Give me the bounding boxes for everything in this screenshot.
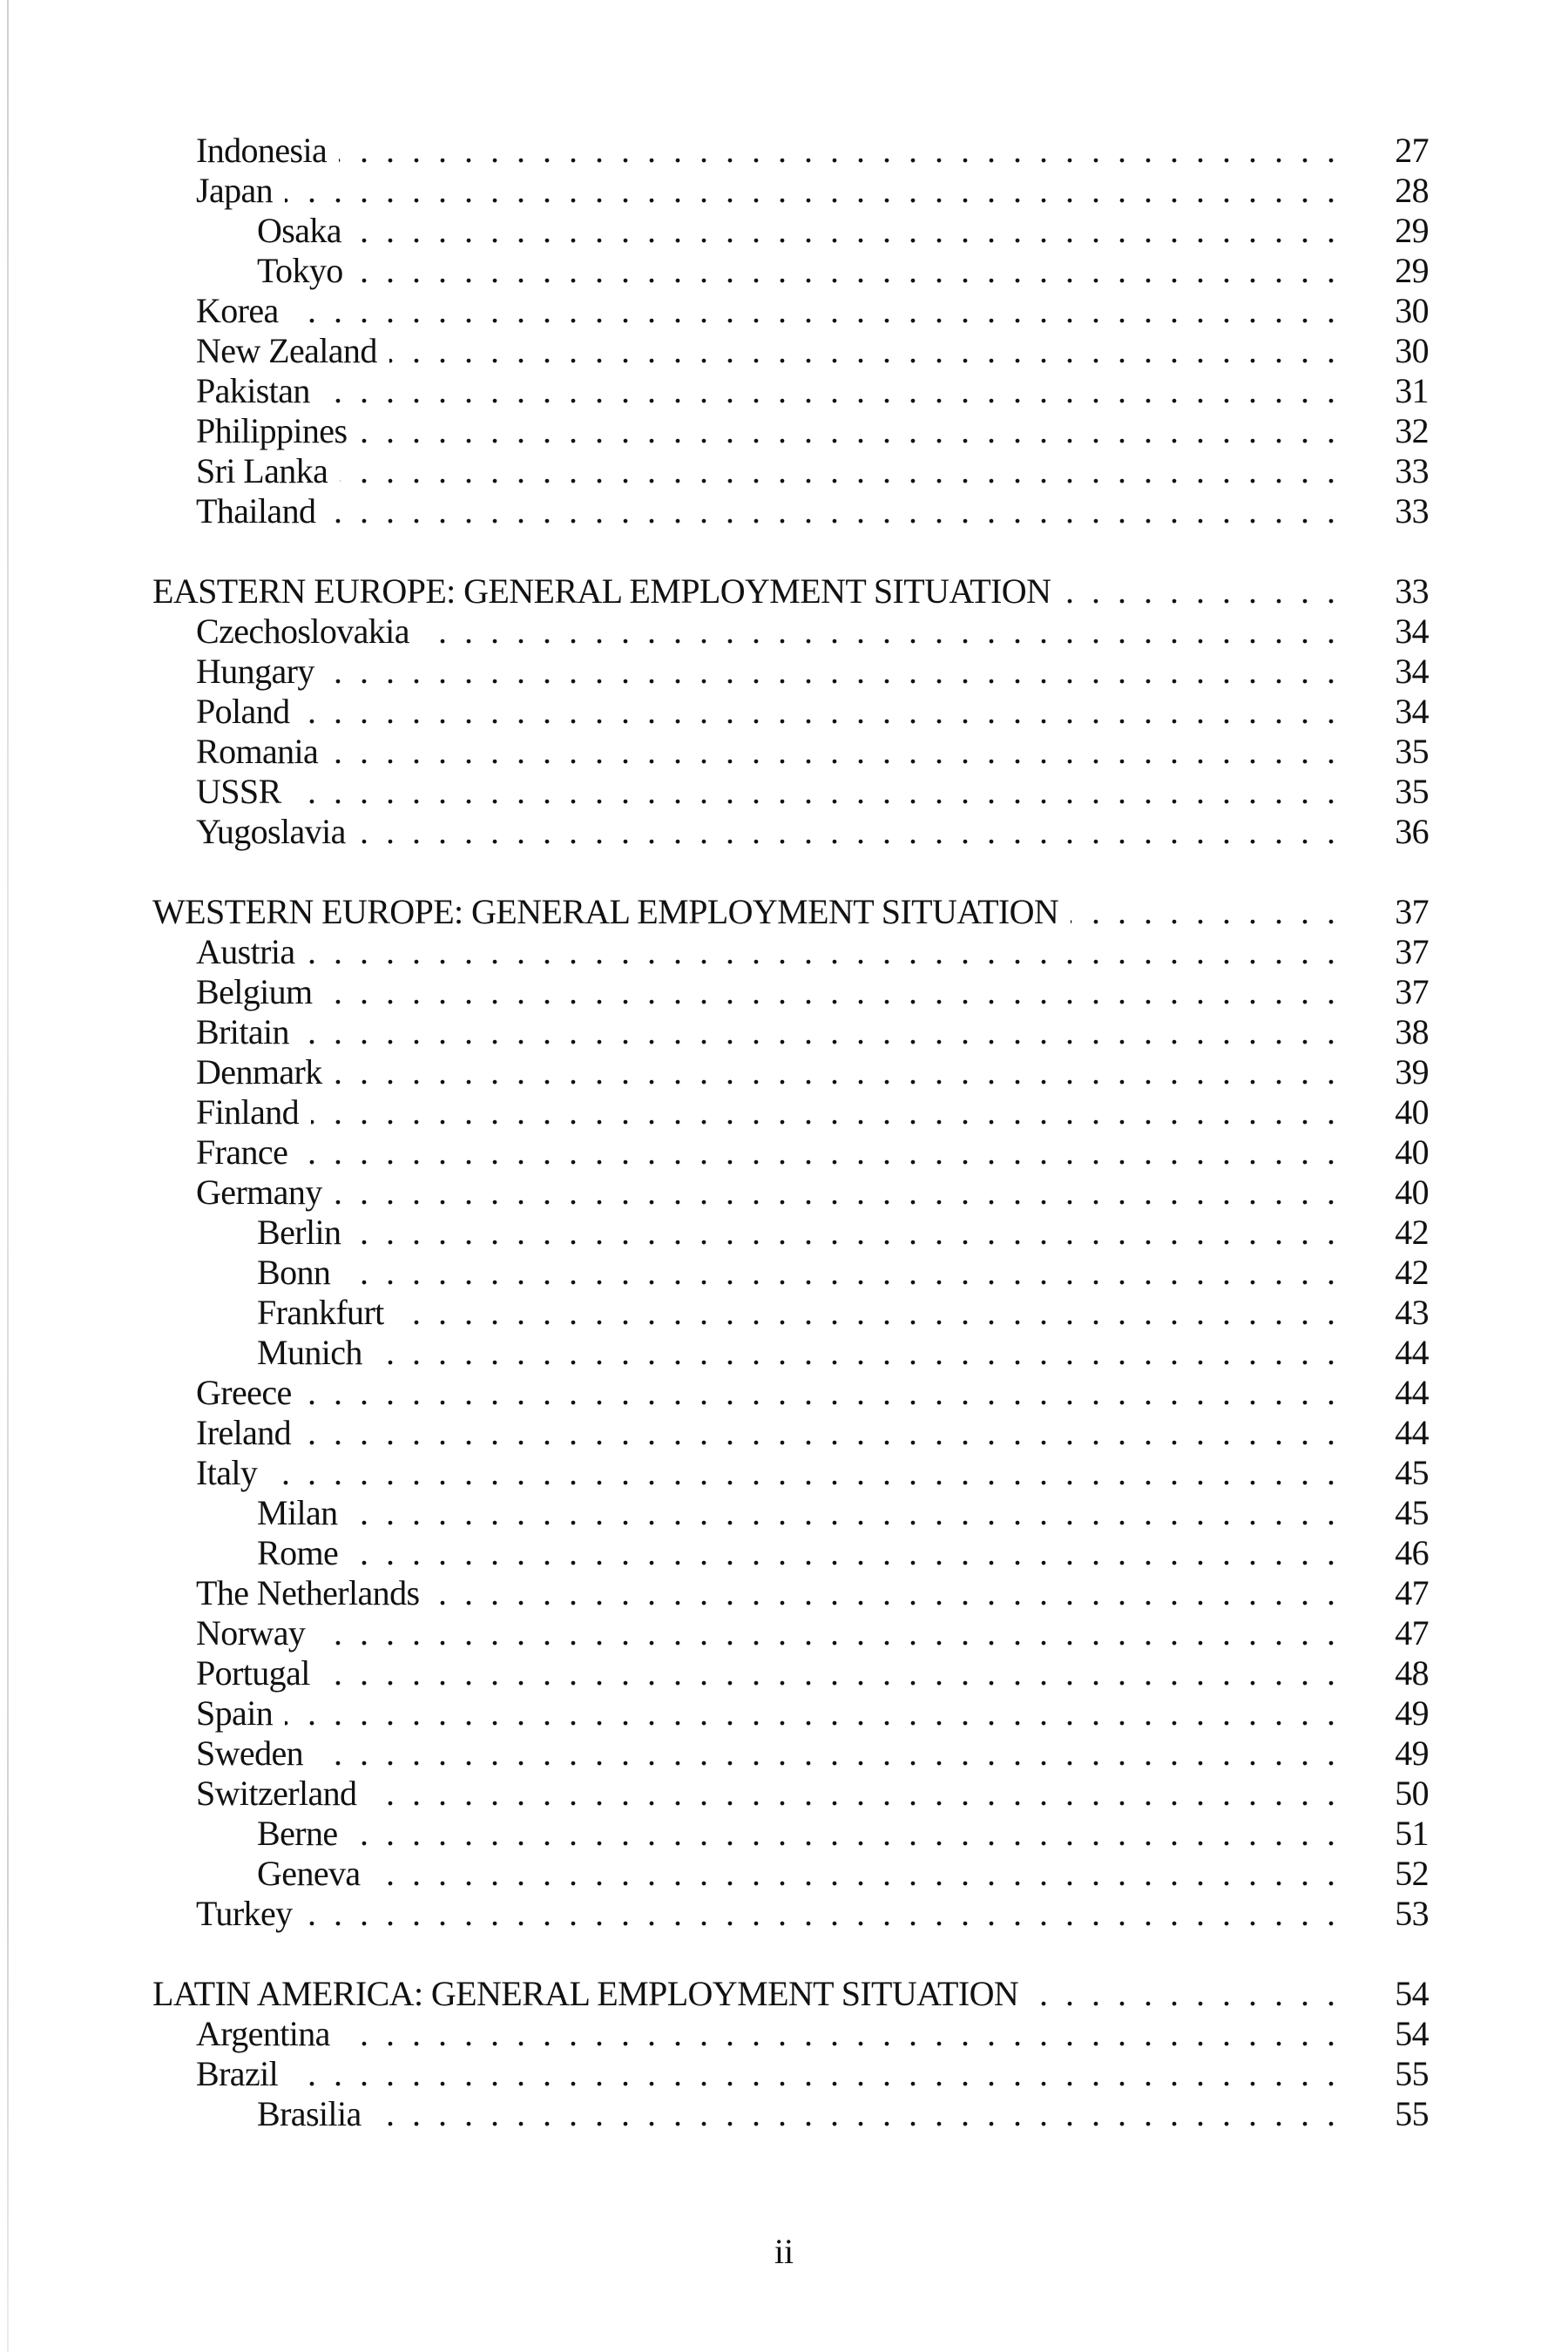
toc-entry-title: Rome (257, 1533, 350, 1572)
toc-entry-title: Munich (257, 1333, 375, 1372)
toc-entry-page: 44 (1395, 1333, 1429, 1372)
toc-entry-page: 45 (1395, 1453, 1429, 1492)
toc-country-entry (0, 812, 1568, 852)
toc-entry-title: New Zealand (196, 331, 389, 370)
toc-entry-title: Germany (196, 1173, 335, 1212)
toc-entry-title: Tokyo (257, 251, 355, 290)
toc-title-leader (196, 371, 1340, 411)
toc-title-leader (257, 2094, 1340, 2134)
toc-country-entry (0, 1413, 1568, 1453)
toc-city-entry (0, 1493, 1568, 1533)
toc-country-entry (0, 972, 1568, 1012)
toc-entry-page: 54 (1395, 2014, 1429, 2053)
toc-entry-title: Thailand (196, 491, 328, 531)
toc-title-leader (257, 211, 1340, 251)
toc-entry-title: Switzerland (196, 1774, 368, 1813)
toc-country-entry (0, 1774, 1568, 1814)
toc-entry-title: LATIN AMERICA: GENERAL EMPLOYMENT SITUATION (152, 1974, 1031, 2013)
toc-entry-title: Britain (196, 1012, 301, 1051)
toc-title-leader (196, 1453, 1340, 1493)
toc-entry-page: 30 (1395, 291, 1429, 330)
toc-title-leader (196, 131, 1340, 171)
toc-entry-title: France (196, 1132, 300, 1172)
toc-entry-page: 49 (1395, 1734, 1429, 1773)
toc-title-leader (257, 1493, 1340, 1533)
toc-title-leader (196, 652, 1340, 692)
toc-title-leader (257, 1213, 1340, 1253)
toc-country-entry (0, 1092, 1568, 1132)
toc-country-entry (0, 1453, 1568, 1493)
toc-entry-page: 27 (1395, 131, 1429, 170)
toc-title-leader (196, 1413, 1340, 1453)
toc-title-leader (196, 932, 1340, 972)
toc-title-leader (257, 1293, 1340, 1333)
toc-title-leader (196, 1092, 1340, 1132)
toc-title-leader (257, 251, 1340, 291)
toc-entry-title: Austria (196, 932, 308, 971)
toc-entry-page: 29 (1395, 251, 1429, 290)
toc-title-leader (196, 1774, 1340, 1814)
toc-entry-page: 29 (1395, 211, 1429, 250)
toc-title-leader (257, 1533, 1340, 1573)
toc-entry-title: Turkey (196, 1894, 305, 1933)
toc-title-leader (196, 331, 1340, 371)
toc-country-entry (0, 692, 1568, 732)
toc-country-entry (0, 612, 1568, 652)
toc-country-entry (0, 1373, 1568, 1413)
page-number: ii (774, 2232, 794, 2271)
toc-title-leader (257, 1253, 1340, 1293)
toc-title-leader (196, 732, 1340, 772)
toc-title-leader (196, 1734, 1340, 1774)
toc-entry-title: Sri Lanka (196, 451, 340, 490)
toc-entry-title: Spain (196, 1693, 285, 1733)
toc-entry-page: 40 (1395, 1173, 1429, 1212)
toc-entry-title: Pakistan (196, 371, 322, 410)
toc-entry-page: 55 (1395, 2094, 1429, 2133)
toc-entry-page: 43 (1395, 1293, 1429, 1332)
toc-section-heading (0, 571, 1568, 612)
toc-city-entry (0, 1854, 1568, 1894)
toc-title-leader (196, 612, 1340, 652)
section-spacer (0, 531, 1568, 571)
toc-title-leader (196, 411, 1340, 451)
toc-entry-page: 34 (1395, 652, 1429, 691)
toc-title-leader (257, 1814, 1340, 1854)
toc-title-leader (257, 1854, 1340, 1894)
toc-entry-page: 50 (1395, 1774, 1429, 1813)
toc-entry-title: WESTERN EUROPE: GENERAL EMPLOYMENT SITUATION (152, 892, 1071, 931)
toc-entry-page: 38 (1395, 1012, 1429, 1051)
toc-entry-page: 47 (1395, 1573, 1429, 1612)
toc-title-leader (196, 1894, 1340, 1934)
toc-country-entry (0, 1734, 1568, 1774)
toc-entry-title: Ireland (196, 1413, 303, 1452)
section-spacer (0, 1934, 1568, 1974)
toc-entry-page: 44 (1395, 1413, 1429, 1452)
toc-country-entry (0, 371, 1568, 411)
toc-title-leader (152, 571, 1340, 612)
toc-country-entry (0, 171, 1568, 211)
toc-entry-page: 33 (1395, 491, 1429, 531)
toc-entry-title: Frankfurt (257, 1293, 396, 1332)
toc-title-leader (196, 291, 1340, 331)
toc-country-entry (0, 491, 1568, 531)
toc-section-heading (0, 892, 1568, 932)
toc-entry-page: 34 (1395, 692, 1429, 731)
toc-entry-title: Argentina (196, 2014, 342, 2053)
toc-entry-title: Brasilia (257, 2094, 374, 2133)
toc-entry-title: Hungary (196, 652, 327, 691)
toc-entry-title: Yugoslavia (196, 812, 358, 851)
toc-entry-page: 47 (1395, 1613, 1429, 1652)
toc-title-leader (152, 892, 1340, 932)
toc-entry-title: Geneva (257, 1854, 373, 1893)
toc-title-leader (196, 2014, 1340, 2054)
toc-entry-page: 32 (1395, 411, 1429, 450)
toc-entry-page: 36 (1395, 812, 1429, 851)
toc-city-entry (0, 1533, 1568, 1573)
toc-country-entry (0, 451, 1568, 491)
toc-entry-page: 39 (1395, 1052, 1429, 1092)
toc-country-entry (0, 2054, 1568, 2094)
toc-entry-title: Greece (196, 1373, 304, 1412)
toc-country-entry (0, 331, 1568, 371)
toc-country-entry (0, 131, 1568, 171)
toc-entry-title: Finland (196, 1092, 311, 1132)
toc-entry-page: 30 (1395, 331, 1429, 370)
toc-entry-page: 35 (1395, 732, 1429, 771)
toc-entry-title: Romania (196, 732, 330, 771)
table-of-contents (0, 131, 1568, 2134)
toc-entry-page: 28 (1395, 171, 1429, 210)
toc-title-leader (257, 1333, 1340, 1373)
toc-entry-title: USSR (196, 772, 294, 811)
toc-country-entry (0, 1173, 1568, 1213)
toc-section-heading (0, 1974, 1568, 2014)
toc-entry-title: Poland (196, 692, 302, 731)
toc-entry-title: Milan (257, 1493, 350, 1532)
toc-country-entry (0, 411, 1568, 451)
toc-city-entry (0, 1814, 1568, 1854)
toc-city-entry (0, 211, 1568, 251)
toc-entry-page: 55 (1395, 2054, 1429, 2093)
toc-title-leader (152, 1974, 1340, 2014)
toc-country-entry (0, 772, 1568, 812)
toc-country-entry (0, 1613, 1568, 1653)
section-spacer (0, 852, 1568, 892)
toc-country-entry (0, 932, 1568, 972)
toc-entry-title: Bonn (257, 1253, 342, 1292)
toc-entry-page: 52 (1395, 1854, 1429, 1893)
toc-country-entry (0, 1894, 1568, 1934)
toc-entry-title: Brazil (196, 2054, 290, 2093)
toc-entry-page: 37 (1395, 892, 1429, 931)
toc-entry-title: Berlin (257, 1213, 353, 1252)
toc-entry-title: The Netherlands (196, 1573, 431, 1612)
toc-title-leader (196, 1132, 1340, 1173)
toc-entry-title: Japan (196, 171, 285, 210)
toc-title-leader (196, 1653, 1340, 1693)
toc-entry-page: 53 (1395, 1894, 1429, 1933)
toc-city-entry (0, 1213, 1568, 1253)
toc-entry-page: 37 (1395, 972, 1429, 1011)
toc-entry-page: 48 (1395, 1653, 1429, 1693)
toc-title-leader (196, 1373, 1340, 1413)
toc-entry-page: 54 (1395, 1974, 1429, 2013)
toc-entry-page: 42 (1395, 1213, 1429, 1252)
toc-entry-title: Osaka (257, 211, 354, 250)
toc-entry-title: Denmark (196, 1052, 335, 1092)
toc-country-entry (0, 1052, 1568, 1092)
toc-entry-page: 46 (1395, 1533, 1429, 1572)
toc-entry-page: 37 (1395, 932, 1429, 971)
toc-city-entry (0, 2094, 1568, 2134)
toc-entry-title: Czechoslovakia (196, 612, 422, 651)
toc-country-entry (0, 652, 1568, 692)
toc-country-entry (0, 1653, 1568, 1693)
toc-entry-page: 35 (1395, 772, 1429, 811)
toc-city-entry (0, 1333, 1568, 1373)
toc-country-entry (0, 1693, 1568, 1734)
toc-entry-title: Italy (196, 1453, 269, 1492)
toc-entry-title: Portugal (196, 1653, 322, 1693)
toc-entry-title: Sweden (196, 1734, 315, 1773)
toc-country-entry (0, 1132, 1568, 1173)
toc-entry-title: Norway (196, 1613, 317, 1652)
toc-entry-page: 42 (1395, 1253, 1429, 1292)
toc-title-leader (196, 1693, 1340, 1734)
toc-entry-page: 31 (1395, 371, 1429, 410)
toc-country-entry (0, 1573, 1568, 1613)
toc-title-leader (196, 972, 1340, 1012)
toc-country-entry (0, 2014, 1568, 2054)
toc-entry-title: Indonesia (196, 131, 339, 170)
toc-title-leader (196, 692, 1340, 732)
toc-city-entry (0, 1253, 1568, 1293)
toc-entry-page: 49 (1395, 1693, 1429, 1733)
toc-entry-page: 45 (1395, 1493, 1429, 1532)
toc-entry-title: Philippines (196, 411, 359, 450)
toc-title-leader (196, 1613, 1340, 1653)
toc-title-leader (196, 812, 1340, 852)
toc-country-entry (0, 732, 1568, 772)
toc-entry-page: 51 (1395, 1814, 1429, 1853)
toc-city-entry (0, 251, 1568, 291)
toc-title-leader (196, 772, 1340, 812)
toc-country-entry (0, 291, 1568, 331)
toc-entry-title: Berne (257, 1814, 350, 1853)
toc-entry-page: 33 (1395, 571, 1429, 611)
toc-entry-title: EASTERN EUROPE: GENERAL EMPLOYMENT SITUATION (152, 571, 1063, 611)
toc-title-leader (196, 1012, 1340, 1052)
toc-entry-page: 44 (1395, 1373, 1429, 1412)
toc-entry-title: Korea (196, 291, 291, 330)
toc-country-entry (0, 1012, 1568, 1052)
toc-title-leader (196, 1573, 1340, 1613)
toc-title-leader (196, 1173, 1340, 1213)
toc-entry-page: 40 (1395, 1132, 1429, 1172)
toc-title-leader (196, 1052, 1340, 1092)
toc-entry-page: 40 (1395, 1092, 1429, 1132)
toc-city-entry (0, 1293, 1568, 1333)
toc-title-leader (196, 2054, 1340, 2094)
toc-title-leader (196, 171, 1340, 211)
toc-entry-page: 33 (1395, 451, 1429, 490)
toc-entry-page: 34 (1395, 612, 1429, 651)
toc-entry-title: Belgium (196, 972, 325, 1011)
toc-title-leader (196, 451, 1340, 491)
toc-title-leader (196, 491, 1340, 531)
